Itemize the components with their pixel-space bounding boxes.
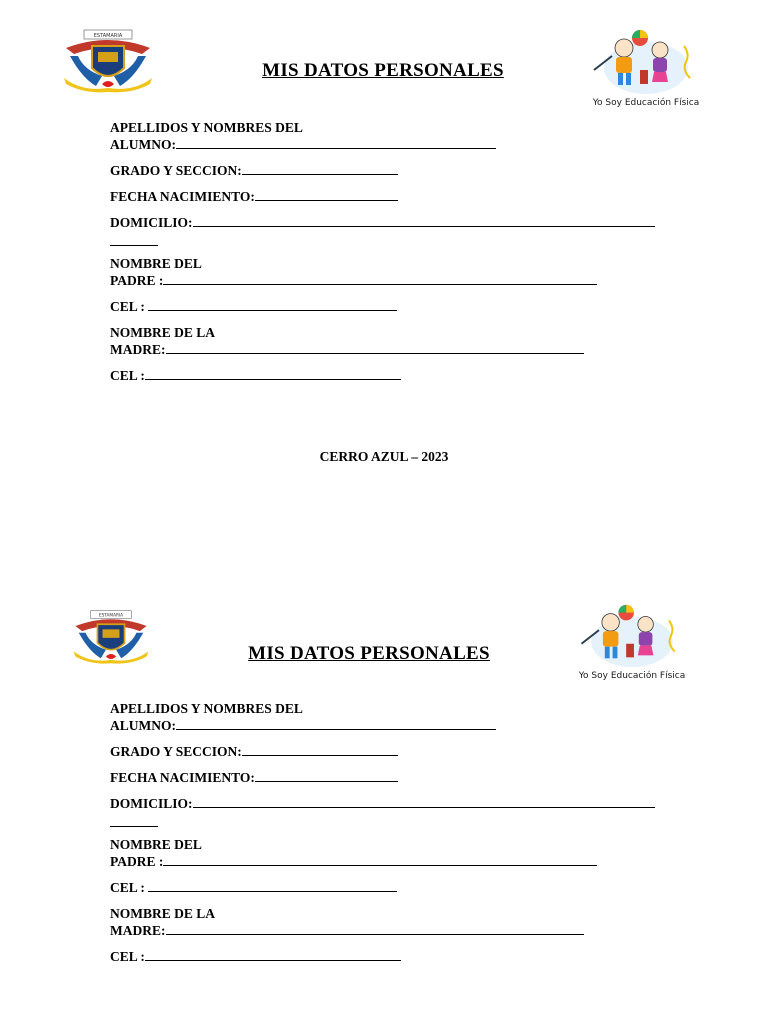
mother-phone-label: CEL : xyxy=(110,368,145,383)
mother-phone-label: CEL : xyxy=(110,949,145,964)
address-label: DOMICILIO: xyxy=(110,796,193,811)
address-line[interactable] xyxy=(193,795,655,808)
footer-place-year: CERRO AZUL – 2023 xyxy=(319,449,449,464)
father-phone-field[interactable] xyxy=(110,298,670,315)
student-name-label-1: APELLIDOS Y NOMBRES DEL xyxy=(110,120,303,135)
father-name-label-1: NOMBRE DEL xyxy=(110,837,202,852)
birth-date-label: FECHA NACIMIENTO: xyxy=(110,770,255,785)
logo-caption: Yo Soy Educación Física xyxy=(578,671,686,681)
crest-banner-text: ESTAMARIA xyxy=(93,33,123,39)
birth-date-field[interactable] xyxy=(110,769,670,786)
personal-data-fields xyxy=(110,700,670,974)
student-name-field[interactable] xyxy=(110,119,670,153)
birth-date-line[interactable] xyxy=(255,188,398,201)
student-name-line[interactable] xyxy=(176,136,496,149)
mother-phone-line[interactable] xyxy=(145,367,401,380)
birth-date-label: FECHA NACIMIENTO: xyxy=(110,189,255,204)
mother-name-field[interactable] xyxy=(110,324,670,358)
father-name-label-2: PADRE : xyxy=(110,273,164,288)
page-title: MIS DATOS PERSONALES xyxy=(248,643,490,664)
father-name-field[interactable] xyxy=(110,255,670,289)
address-field[interactable] xyxy=(110,795,670,827)
birth-date-line[interactable] xyxy=(255,769,398,782)
mother-name-label-2: MADRE: xyxy=(110,923,166,938)
student-name-label-2: ALUMNO: xyxy=(110,718,176,733)
mother-name-label-1: NOMBRE DE LA xyxy=(110,906,216,921)
father-name-field[interactable] xyxy=(110,836,670,870)
physical-education-logo xyxy=(568,601,696,681)
crest-banner-text: ESTAMARIA xyxy=(98,612,124,618)
personal-data-fields xyxy=(110,119,670,393)
mother-phone-field[interactable] xyxy=(110,367,670,384)
grade-section-label: GRADO Y SECCION: xyxy=(110,163,242,178)
address-field[interactable] xyxy=(110,214,670,246)
address-label: DOMICILIO: xyxy=(110,215,193,230)
father-name-line[interactable] xyxy=(163,853,597,866)
address-line-continuation[interactable] xyxy=(110,233,158,246)
father-name-label-1: NOMBRE DEL xyxy=(110,256,202,271)
father-phone-line[interactable] xyxy=(148,879,397,892)
grade-section-field[interactable] xyxy=(110,743,670,760)
father-phone-line[interactable] xyxy=(148,298,397,311)
grade-section-field[interactable] xyxy=(110,162,670,179)
father-phone-field[interactable] xyxy=(110,879,670,896)
physical-education-logo xyxy=(586,26,706,108)
mother-phone-field[interactable] xyxy=(110,948,670,965)
kids-playing-icon xyxy=(586,26,706,96)
grade-section-line[interactable] xyxy=(242,743,398,756)
father-name-line[interactable] xyxy=(163,272,597,285)
address-line-continuation[interactable] xyxy=(110,814,158,827)
mother-name-label-2: MADRE: xyxy=(110,342,166,357)
grade-section-label: GRADO Y SECCION: xyxy=(110,744,242,759)
page-title: MIS DATOS PERSONALES xyxy=(262,60,504,81)
mother-name-field[interactable] xyxy=(110,905,670,939)
mother-name-label-1: NOMBRE DE LA xyxy=(110,325,216,340)
student-name-label-2: ALUMNO: xyxy=(110,137,176,152)
student-name-line[interactable] xyxy=(176,717,496,730)
birth-date-field[interactable] xyxy=(110,188,670,205)
mother-phone-line[interactable] xyxy=(145,948,401,961)
mother-name-line[interactable] xyxy=(166,922,584,935)
mother-name-line[interactable] xyxy=(166,341,584,354)
address-line[interactable] xyxy=(193,214,655,227)
father-name-label-2: PADRE : xyxy=(110,854,164,869)
student-name-label-1: APELLIDOS Y NOMBRES DEL xyxy=(110,701,303,716)
father-phone-label: CEL : xyxy=(110,299,145,314)
father-phone-label: CEL : xyxy=(110,880,145,895)
logo-caption: Yo Soy Educación Física xyxy=(592,98,700,108)
student-name-field[interactable] xyxy=(110,700,670,734)
grade-section-line[interactable] xyxy=(242,162,398,175)
kids-playing-icon xyxy=(568,601,696,669)
